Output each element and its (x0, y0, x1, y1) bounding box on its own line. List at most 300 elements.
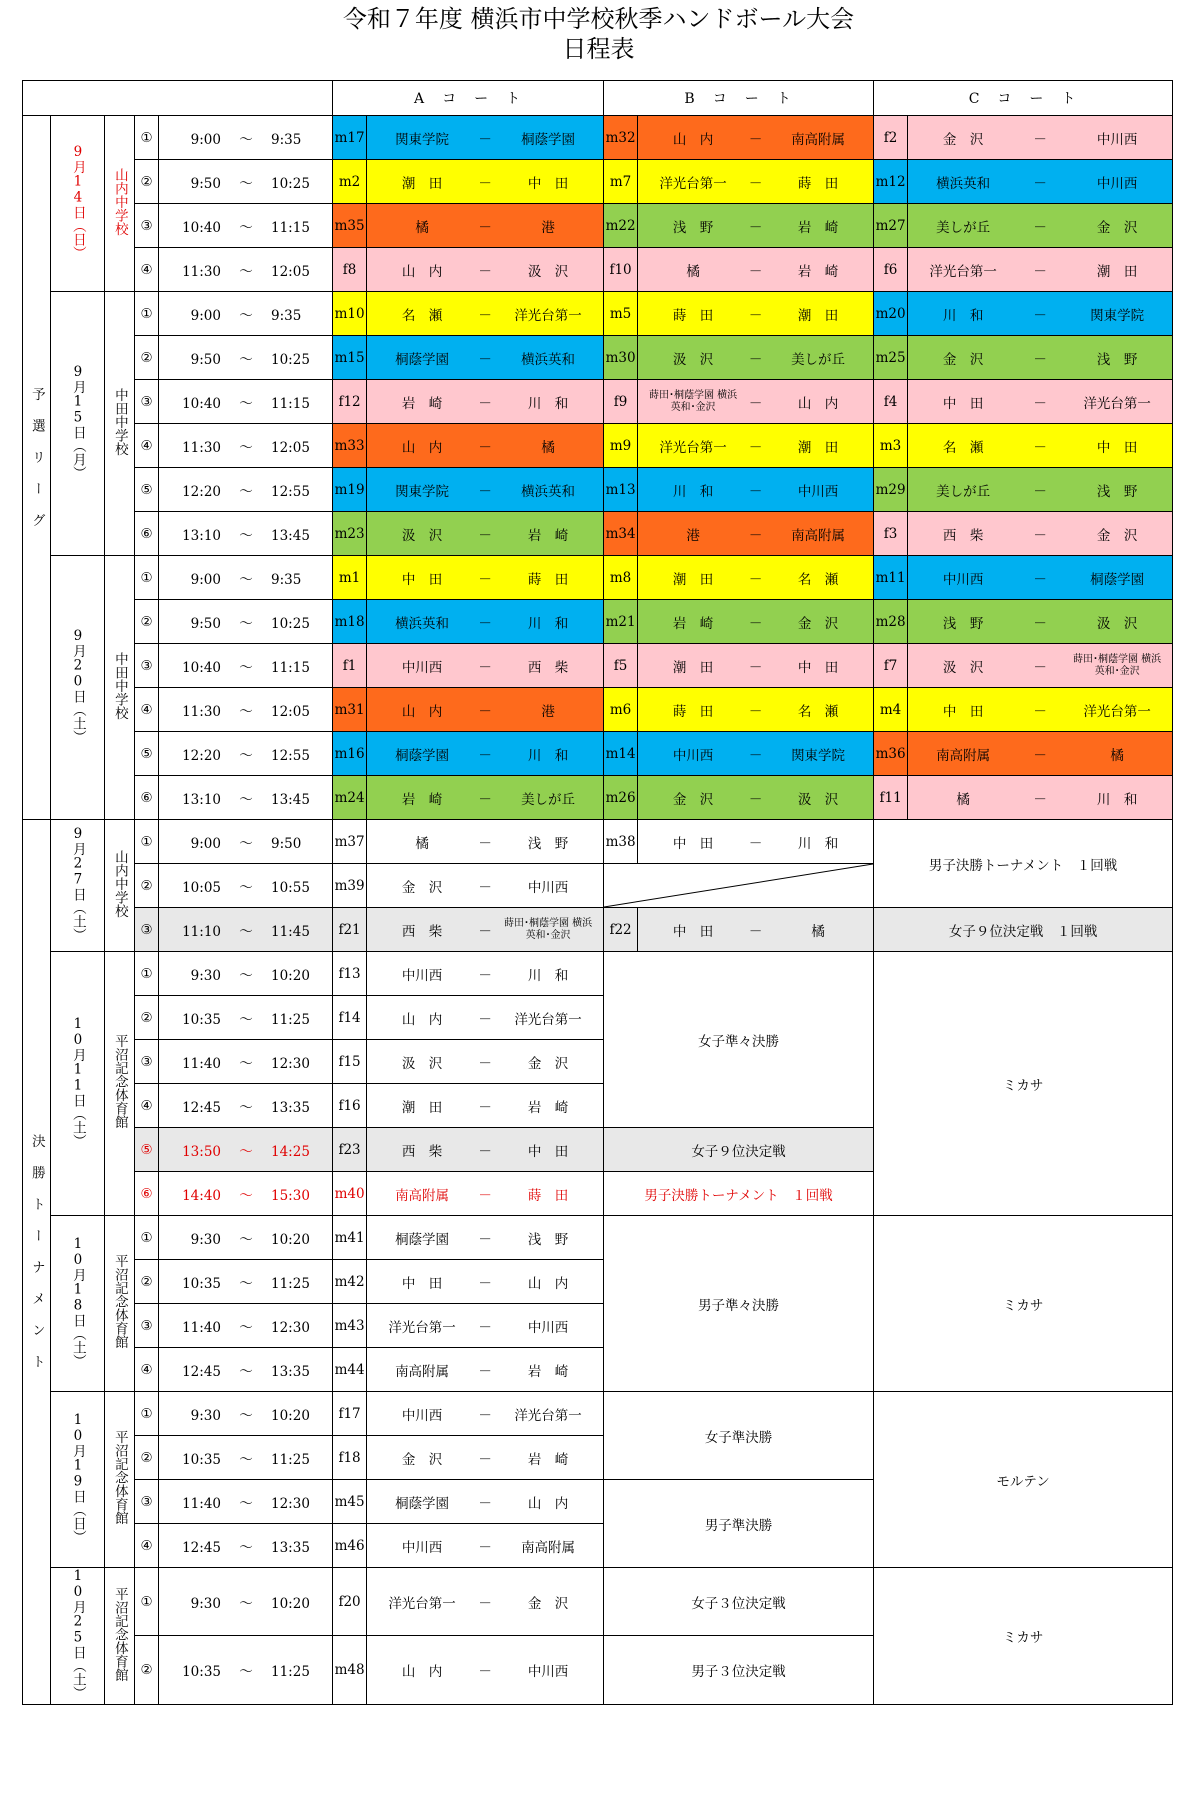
team-a: 洋光台第一 (659, 439, 727, 456)
match-teams (908, 732, 1173, 776)
team-a: 川 和 (672, 483, 714, 500)
match-teams (367, 116, 604, 160)
end-time: 10:55 (271, 879, 310, 896)
vs-dash: － (478, 131, 492, 148)
start-time: 12:45 (182, 1363, 221, 1380)
match-id: f21 (333, 908, 367, 952)
match-pair (367, 1404, 603, 1424)
match-pair (638, 788, 873, 808)
start-time: 11:40 (182, 1495, 221, 1512)
match-pair (638, 744, 873, 764)
start-time: 9:30 (190, 967, 221, 984)
table-row (23, 556, 1173, 600)
match-pair (367, 918, 603, 942)
start-time: 10:40 (182, 395, 221, 412)
team-a: 中川西 (672, 747, 714, 764)
match-pair (638, 832, 873, 852)
vs-dash: － (478, 219, 492, 236)
team-a: 中 田 (672, 835, 714, 852)
match-id: f14 (333, 996, 367, 1040)
start-time: 10:35 (182, 1011, 221, 1028)
team-b: 南高附属 (791, 527, 846, 544)
match-teams (367, 204, 604, 248)
time-separator: ～ (239, 1055, 253, 1072)
slot-time (159, 1172, 333, 1216)
date-cell (51, 116, 105, 292)
team-a: 金 沢 (942, 131, 984, 148)
match-id: f20 (333, 1568, 367, 1636)
match-teams (367, 1436, 604, 1480)
table-row (23, 644, 1173, 688)
schedule-table (22, 80, 1173, 1705)
vs-dash: － (1033, 131, 1047, 148)
slot-time (159, 864, 333, 908)
time-separator: ～ (239, 791, 253, 808)
match-id: m20 (874, 292, 908, 336)
match-id: m31 (333, 688, 367, 732)
time-separator: ～ (239, 1187, 253, 1204)
court-label: 男子準決勝 (604, 1480, 874, 1568)
team-b: 中 田 (527, 175, 569, 192)
table-row (23, 512, 1173, 556)
match-teams (908, 468, 1173, 512)
court-label: ミカサ (874, 1568, 1173, 1705)
slot-time (159, 1568, 333, 1636)
venue-cell (105, 1568, 135, 1705)
vs-dash: － (1033, 747, 1047, 764)
match-pair (638, 436, 873, 456)
vs-dash: － (478, 1275, 492, 1292)
match-teams (367, 820, 604, 864)
team-b: 岩 崎 (527, 1451, 569, 1468)
match-teams (638, 424, 874, 468)
team-a: 蒔 田 (672, 307, 714, 324)
slot-number: ② (135, 1436, 159, 1480)
match-pair (908, 348, 1172, 368)
slot-time (159, 996, 333, 1040)
start-time: 9:30 (190, 1231, 221, 1248)
date-text: 9月14日（日） (69, 143, 86, 260)
slot-number: ② (135, 160, 159, 204)
match-id: m21 (604, 600, 638, 644)
match-pair (367, 172, 603, 192)
team-b: 横浜英和 (521, 483, 576, 500)
vs-dash: － (1033, 263, 1047, 280)
vs-dash: － (748, 351, 763, 368)
match-teams (638, 468, 874, 512)
match-teams (367, 732, 604, 776)
match-pair (367, 832, 603, 852)
match-pair (367, 876, 603, 896)
venue-text: 平沼記念体育館 (111, 1430, 128, 1525)
team-a: 潮 田 (401, 1099, 443, 1116)
court-label: 女子３位決定戦 (604, 1568, 874, 1636)
vs-dash: － (748, 527, 763, 544)
team-a: 南高附属 (395, 1363, 450, 1380)
team-a: 中川西 (401, 659, 443, 676)
match-teams (367, 556, 604, 600)
time-separator: ～ (239, 835, 253, 852)
vs-dash: － (478, 307, 492, 324)
vs-dash: － (478, 659, 492, 676)
slot-number: ① (135, 820, 159, 864)
match-id: m24 (333, 776, 367, 820)
time-separator: ～ (239, 703, 253, 720)
team-a: 横浜英和 (395, 615, 450, 632)
team-b: 桐蔭学園 (521, 131, 576, 148)
team-b: 美しが丘 (521, 791, 576, 808)
team-a: 中 田 (401, 571, 443, 588)
table-row (23, 732, 1173, 776)
team-a: 名 瀬 (401, 307, 443, 324)
match-teams (367, 1084, 604, 1128)
match-teams (638, 204, 874, 248)
vs-dash: － (748, 835, 763, 852)
match-teams (638, 160, 874, 204)
match-id: m28 (874, 600, 908, 644)
court-header: C コ ー ト (874, 81, 1173, 116)
time-separator: ～ (239, 1363, 253, 1380)
match-id: m22 (604, 204, 638, 248)
vs-dash: － (478, 175, 492, 192)
team-a: 山 内 (401, 1663, 443, 1680)
end-time: 14:25 (271, 1143, 310, 1160)
team-b: 山 内 (797, 395, 839, 412)
start-time: 10:35 (182, 1451, 221, 1468)
vs-dash: － (478, 483, 492, 500)
slot-number: ④ (135, 688, 159, 732)
match-pair (367, 1592, 603, 1612)
team-a: 金 沢 (942, 351, 984, 368)
match-id: m35 (333, 204, 367, 248)
slot-time (159, 160, 333, 204)
team-b: 蒔 田 (527, 571, 569, 588)
match-id: m5 (604, 292, 638, 336)
vs-dash: － (478, 1319, 492, 1336)
match-id: m46 (333, 1524, 367, 1568)
slot-number: ② (135, 864, 159, 908)
match-teams (638, 732, 874, 776)
team-a: 南高附属 (936, 747, 991, 764)
team-b: 潮 田 (1096, 263, 1138, 280)
team-b: 南高附属 (521, 1539, 576, 1556)
team-a: 西 柴 (401, 923, 443, 940)
match-pair (367, 1492, 603, 1512)
vs-dash: － (748, 747, 763, 764)
date-cell (51, 820, 105, 952)
match-id: m15 (333, 336, 367, 380)
table-row (23, 688, 1173, 732)
time-separator: ～ (239, 659, 253, 676)
team-a: 潮 田 (401, 175, 443, 192)
match-pair (367, 1140, 603, 1160)
time-separator: ～ (239, 483, 253, 500)
match-pair (638, 304, 873, 324)
table-row (23, 336, 1173, 380)
match-teams (367, 864, 604, 908)
time-separator: ～ (239, 131, 253, 148)
team-b: 金 沢 (1096, 527, 1138, 544)
team-b: 蒔 田 (797, 175, 839, 192)
team-b: 岩 崎 (527, 1363, 569, 1380)
end-time: 12:05 (271, 439, 310, 456)
header-row (23, 81, 1173, 116)
time-separator: ～ (239, 1451, 253, 1468)
team-a: 蒔田･桐蔭学園 横浜英和･金沢 (648, 389, 738, 413)
start-time: 9:00 (190, 307, 221, 324)
vs-dash: － (748, 703, 763, 720)
vs-dash: － (748, 175, 763, 192)
match-id: m38 (604, 820, 638, 864)
match-pair (908, 700, 1172, 720)
table-row (23, 1392, 1173, 1436)
team-a: 金 沢 (401, 1451, 443, 1468)
match-id: m12 (874, 160, 908, 204)
match-teams (367, 468, 604, 512)
vs-dash: － (748, 571, 763, 588)
venue-text: 平沼記念体育館 (111, 1034, 128, 1129)
start-time: 13:10 (182, 791, 221, 808)
slot-number: ③ (135, 204, 159, 248)
team-b: 橘 (811, 923, 825, 940)
end-time: 13:35 (271, 1539, 310, 1556)
slot-number: ⑤ (135, 468, 159, 512)
team-b: 中川西 (527, 1663, 569, 1680)
slot-number: ⑤ (135, 1128, 159, 1172)
vs-dash: － (1033, 395, 1047, 412)
match-pair (367, 260, 603, 280)
team-b: 桐蔭学園 (1090, 571, 1145, 588)
time-separator: ～ (239, 747, 253, 764)
match-teams (367, 380, 604, 424)
venue-cell (105, 292, 135, 556)
match-id: f2 (874, 116, 908, 160)
match-id: m19 (333, 468, 367, 512)
match-pair (638, 260, 873, 280)
slot-time (159, 292, 333, 336)
team-b: 川 和 (527, 967, 569, 984)
end-time: 10:25 (271, 175, 310, 192)
match-pair (908, 480, 1172, 500)
team-b: 関東学院 (1090, 307, 1145, 324)
end-time: 9:35 (271, 131, 302, 148)
end-time: 12:55 (271, 747, 310, 764)
date-cell (51, 556, 105, 820)
team-a: 洋光台第一 (659, 175, 727, 192)
end-time: 12:05 (271, 263, 310, 280)
match-id: f9 (604, 380, 638, 424)
match-teams (908, 776, 1173, 820)
team-b: 洋光台第一 (514, 307, 582, 324)
vs-dash: － (478, 835, 492, 852)
vs-dash: － (478, 1143, 492, 1160)
start-time: 12:20 (182, 483, 221, 500)
team-b: 中川西 (1096, 131, 1138, 148)
match-id: m9 (604, 424, 638, 468)
slot-time (159, 1392, 333, 1436)
slot-time (159, 908, 333, 952)
team-b: 洋光台第一 (514, 1407, 582, 1424)
match-pair (367, 964, 603, 984)
match-pair (908, 612, 1172, 632)
match-teams (638, 116, 874, 160)
match-teams (638, 688, 874, 732)
venue-cell (105, 1392, 135, 1568)
vs-dash: － (478, 1055, 492, 1072)
match-teams (638, 776, 874, 820)
team-a: 関東学院 (395, 483, 450, 500)
match-pair (638, 128, 873, 148)
match-id: f16 (333, 1084, 367, 1128)
team-a: 潮 田 (672, 571, 714, 588)
team-b: 蒔田･桐蔭学園 横浜英和･金沢 (1072, 653, 1162, 677)
team-a: 潮 田 (672, 659, 714, 676)
slot-number: ⑥ (135, 1172, 159, 1216)
match-id: m11 (874, 556, 908, 600)
match-pair (908, 788, 1172, 808)
vs-dash: － (478, 351, 492, 368)
team-b: 橘 (541, 439, 555, 456)
start-time: 9:00 (190, 131, 221, 148)
vs-dash: － (1033, 615, 1047, 632)
team-a: 山 内 (401, 703, 443, 720)
vs-dash: － (1033, 175, 1047, 192)
page-title: 令和７年度 横浜市中学校秋季ハンドボール大会 (342, 5, 855, 33)
match-pair (638, 216, 873, 236)
vs-dash: － (1033, 527, 1047, 544)
date-cell (51, 1568, 105, 1705)
slot-number: ① (135, 1216, 159, 1260)
match-teams (367, 1040, 604, 1084)
slot-number: ④ (135, 1084, 159, 1128)
vs-dash: － (748, 791, 763, 808)
slot-time (159, 424, 333, 468)
end-time: 11:25 (271, 1451, 310, 1468)
match-pair (908, 392, 1172, 412)
slot-number: ① (135, 292, 159, 336)
match-pair (367, 744, 603, 764)
slot-time (159, 1084, 333, 1128)
table-row (23, 204, 1173, 248)
team-a: 港 (686, 527, 700, 544)
date-text: 9月20日（土） (69, 627, 86, 744)
team-b: 浅 野 (527, 1231, 569, 1248)
team-b: 蒔田･桐蔭学園 横浜英和･金沢 (503, 917, 593, 941)
start-time: 9:50 (190, 175, 221, 192)
start-time: 13:10 (182, 527, 221, 544)
team-b: 汲 沢 (527, 263, 569, 280)
time-separator: ～ (239, 351, 253, 368)
start-time: 11:10 (182, 923, 221, 940)
date-text: 10月19日（日） (69, 1411, 86, 1544)
match-id: f10 (604, 248, 638, 292)
team-b: 美しが丘 (791, 351, 846, 368)
slot-time (159, 644, 333, 688)
start-time: 9:50 (190, 615, 221, 632)
match-teams (367, 160, 604, 204)
end-time: 13:45 (271, 791, 310, 808)
slot-number: ③ (135, 908, 159, 952)
match-teams (367, 1172, 604, 1216)
time-separator: ～ (239, 1663, 253, 1680)
table-row (23, 1568, 1173, 1636)
team-a: 中川西 (401, 1407, 443, 1424)
match-pair (367, 1360, 603, 1380)
date-cell (51, 1392, 105, 1568)
team-a: 中川西 (942, 571, 984, 588)
match-id: m16 (333, 732, 367, 776)
match-pair (638, 700, 873, 720)
time-separator: ～ (239, 1099, 253, 1116)
match-id: m23 (333, 512, 367, 556)
match-teams (367, 1480, 604, 1524)
match-id: f4 (874, 380, 908, 424)
match-pair (367, 348, 603, 368)
match-teams (367, 292, 604, 336)
time-separator: ～ (239, 1539, 253, 1556)
slot-number: ⑥ (135, 512, 159, 556)
start-time: 11:40 (182, 1319, 221, 1336)
date-cell (51, 1216, 105, 1392)
vs-dash: － (1033, 571, 1047, 588)
venue-text: 平沼記念体育館 (111, 1254, 128, 1349)
team-a: 岩 崎 (401, 791, 443, 808)
slot-time (159, 336, 333, 380)
end-time: 11:25 (271, 1275, 310, 1292)
team-a: 山 内 (401, 263, 443, 280)
team-a: 山 内 (401, 439, 443, 456)
vs-dash: － (748, 483, 763, 500)
team-a: 横浜英和 (936, 175, 991, 192)
match-pair (638, 568, 873, 588)
vs-dash: － (748, 395, 763, 412)
slot-number: ③ (135, 1304, 159, 1348)
end-time: 11:15 (271, 219, 310, 236)
table-row (23, 292, 1173, 336)
vs-dash: － (478, 1363, 492, 1380)
match-id: f1 (333, 644, 367, 688)
table-row (23, 468, 1173, 512)
phase-label (23, 116, 51, 820)
match-pair (638, 612, 873, 632)
end-time: 12:05 (271, 703, 310, 720)
match-teams (367, 996, 604, 1040)
match-teams (908, 336, 1173, 380)
match-teams (638, 380, 874, 424)
match-id: m40 (333, 1172, 367, 1216)
slot-time (159, 116, 333, 160)
team-b: 山 内 (527, 1275, 569, 1292)
start-time: 12:20 (182, 747, 221, 764)
match-pair (367, 1096, 603, 1116)
team-b: 浅 野 (1096, 483, 1138, 500)
match-teams (638, 248, 874, 292)
court-label: ミカサ (874, 1216, 1173, 1392)
match-teams (367, 336, 604, 380)
date-text: 9月15日（月） (69, 363, 86, 480)
team-a: 岩 崎 (672, 615, 714, 632)
match-id: f7 (874, 644, 908, 688)
time-separator: ～ (239, 1319, 253, 1336)
team-b: 名 瀬 (797, 703, 839, 720)
match-teams (367, 424, 604, 468)
slot-time (159, 688, 333, 732)
time-separator: ～ (239, 1011, 253, 1028)
match-pair (367, 304, 603, 324)
start-time: 9:30 (190, 1407, 221, 1424)
match-id: f13 (333, 952, 367, 996)
slot-number: ③ (135, 1040, 159, 1084)
